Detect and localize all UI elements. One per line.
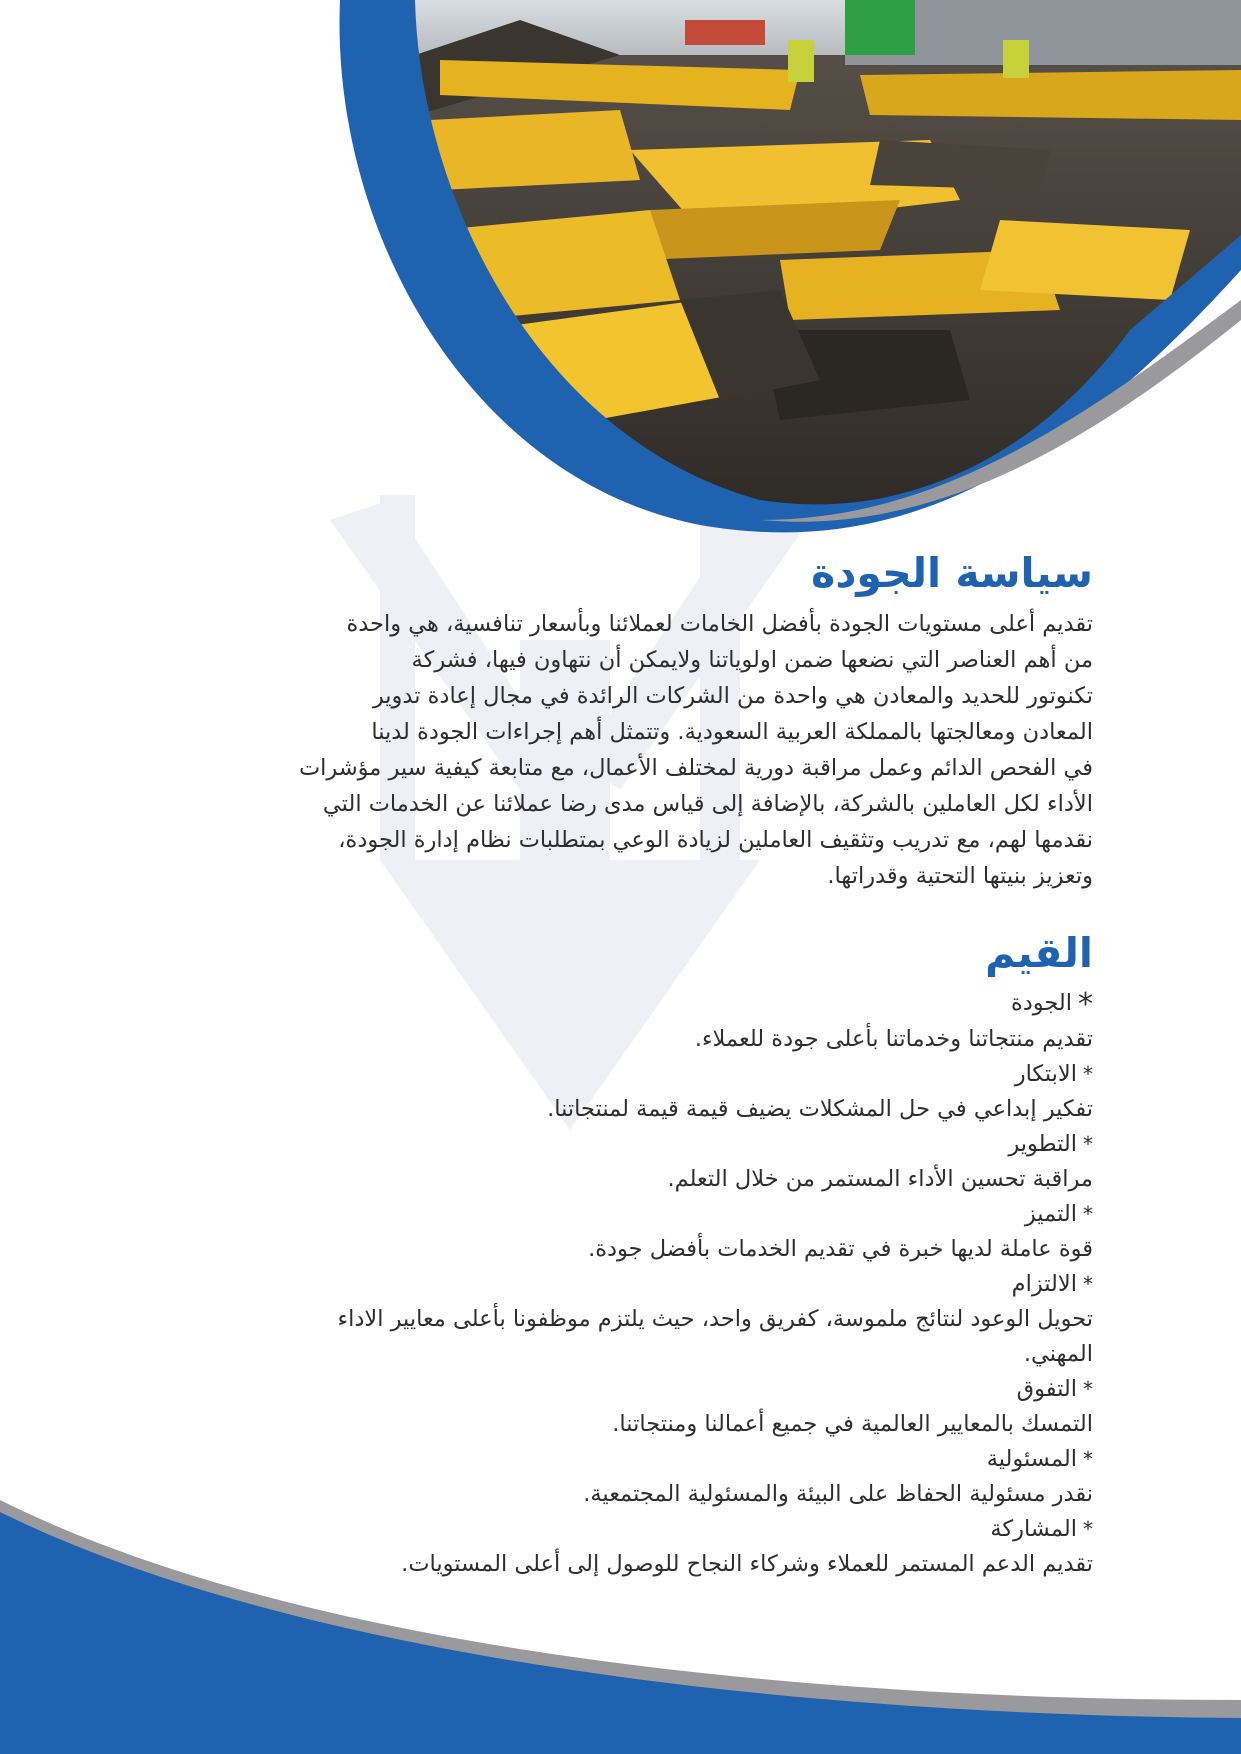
policy-line: نقدمها لهم، مع تدريب وتثقيف العاملين لزيادة الوعي بمتطلبات نظام إدارة الجودة، [338, 827, 1093, 853]
value-name: التفوق [1016, 1376, 1077, 1402]
policy-line: تكنوتور للحديد والمعادن هي واحدة من الشركات الرائدة في مجال إعادة تدوير [372, 683, 1093, 709]
bullet-star-icon: * [1083, 1062, 1093, 1086]
value-item [133, 1057, 1093, 1127]
bullet-star-icon: * [1083, 1447, 1093, 1471]
value-description: تقديم منتجاتنا وخدماتنا بأعلى جودة للعملاء. [694, 1026, 1093, 1052]
value-name: التطوير [1008, 1131, 1077, 1157]
quality-policy-title: سياسة الجودة [811, 549, 1093, 597]
values-title: القيم [985, 929, 1093, 977]
policy-line: الأداء لكل العاملين بالشركة، بالإضافة إلى قياس مدى رضا عملائنا عن الخدمات التي [322, 791, 1093, 817]
value-name-row [133, 1057, 1093, 1092]
values-list [133, 986, 1093, 1582]
bullet-star-icon: * [1083, 1517, 1093, 1541]
value-description: تقديم الدعم المستمر للعملاء وشركاء النجاح للوصول إلى أعلى المستويات. [401, 1551, 1093, 1577]
scrap-metal-yard-photo [400, 0, 1241, 520]
quality-policy-section [133, 548, 1093, 894]
values-section [133, 928, 1093, 1582]
value-name: المسئولية [986, 1446, 1077, 1472]
bullet-star-icon: * [1083, 1377, 1093, 1401]
value-name-row [133, 986, 1093, 1022]
value-name: التميز [1024, 1201, 1077, 1227]
value-name: الجودة [1010, 990, 1072, 1016]
bullet-star-icon: * [1083, 1202, 1093, 1226]
value-name-row [133, 1442, 1093, 1477]
value-description: مراقبة تحسين الأداء المستمر من خلال التعلم. [667, 1166, 1093, 1192]
value-description: التمسك بالمعايير العالمية في جميع أعمالنا ومنتجاتنا. [612, 1411, 1093, 1437]
value-name: الالتزام [1011, 1271, 1077, 1297]
value-name: الابتكار [1014, 1061, 1077, 1087]
value-description: المهني. [1023, 1341, 1093, 1367]
value-item [133, 1127, 1093, 1197]
policy-line: تقديم أعلى مستويات الجودة بأفضل الخامات لعملائنا وبأسعار تنافسية، هي واحدة [346, 611, 1093, 637]
value-name: المشاركة [990, 1516, 1077, 1542]
value-item [133, 1372, 1093, 1442]
value-name-row [133, 1127, 1093, 1162]
value-name-row [133, 1372, 1093, 1407]
value-name-row [133, 1197, 1093, 1232]
bullet-star-icon: * [1083, 1132, 1093, 1156]
bullet-star-icon: * [1083, 1272, 1093, 1296]
policy-line: من أهم العناصر التي نضعها ضمن اولوياتنا ولايمكن أن نتهاون فيها، فشركة [411, 647, 1093, 673]
policy-line: في الفحص الدائم وعمل مراقبة دورية لمختلف الأعمال، مع متابعة كيفية سير مؤشرات [298, 755, 1093, 781]
quality-policy-text [133, 606, 1093, 894]
value-item [133, 1442, 1093, 1512]
value-item [133, 1512, 1093, 1582]
value-item [133, 1197, 1093, 1267]
value-name-row [133, 1267, 1093, 1302]
bullet-star-icon: * [1078, 987, 1093, 1022]
value-item [133, 986, 1093, 1057]
value-description: قوة عاملة لديها خبرة في تقديم الخدمات بأفضل جودة. [588, 1236, 1093, 1262]
value-description: نقدر مسئولية الحفاظ على البيئة والمسئولية المجتمعية. [583, 1481, 1093, 1507]
value-name-row [133, 1512, 1093, 1547]
value-item [133, 1267, 1093, 1372]
policy-line: المعادن ومعالجتها بالمملكة العربية السعودية. وتتمثل أهم إجراءات الجودة لدينا [371, 719, 1093, 745]
policy-line: وتعزيز بنيتها التحتية وقدراتها. [827, 863, 1093, 889]
value-description: تفكير إبداعي في حل المشكلات يضيف قيمة قيمة لمنتجاتنا. [547, 1096, 1093, 1122]
value-description: تحويل الوعود لنتائج ملموسة، كفريق واحد، حيث يلتزم موظفونا بأعلى معايير الاداء [337, 1306, 1093, 1332]
